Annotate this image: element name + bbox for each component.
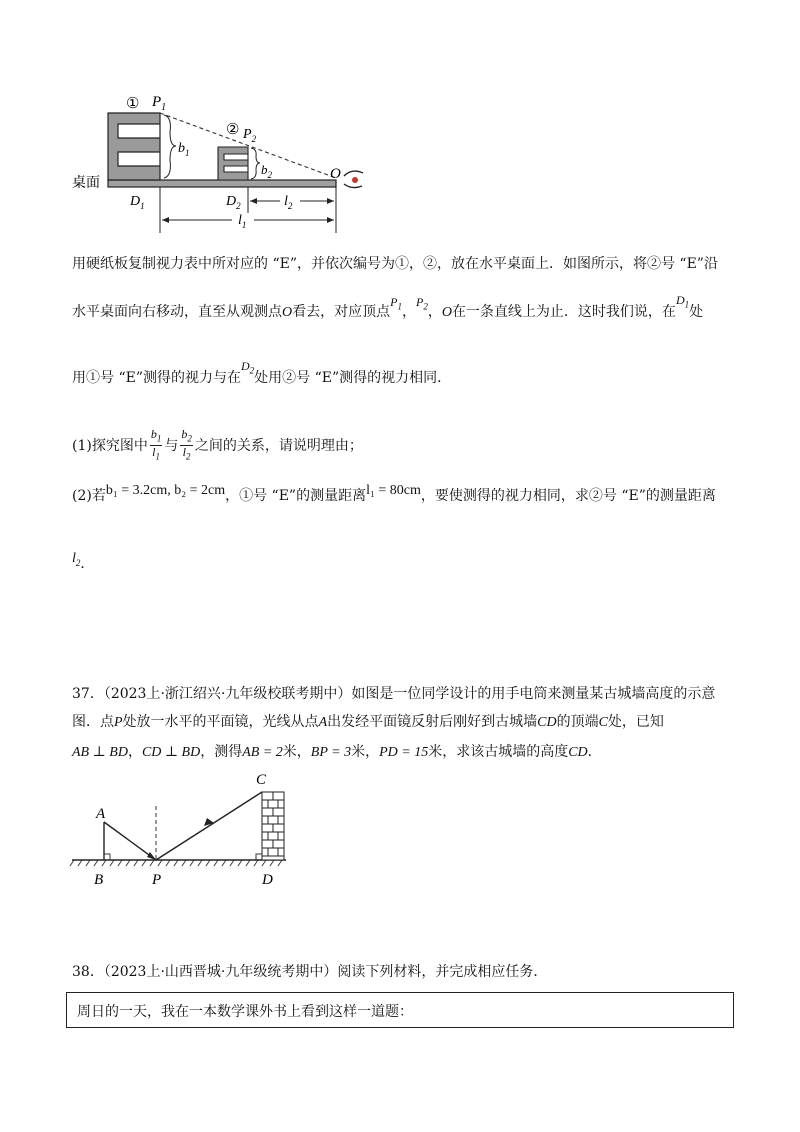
fraction-b2-l2: $\frac{b_2}{l_2}$ (181, 427, 192, 462)
p36-question-1: (1)探究图中 $\frac{b_1}{l_1}$ 与 $\frac{b_2}{l_2}$ 之间的关系，请说明理由； (72, 427, 363, 462)
label-a: A (96, 806, 106, 822)
label-d: D (262, 872, 273, 888)
city-wall-diagram (66, 770, 296, 894)
brace-b1 (164, 115, 176, 178)
label-d1: $D_1$ (130, 194, 145, 211)
material-box (66, 992, 734, 1028)
brace-b2 (251, 148, 260, 179)
label-d2: $D_2$ (226, 194, 241, 211)
eye-chart-diagram (60, 88, 380, 238)
label-b2: $b_2$ (261, 162, 272, 180)
table-surface (108, 180, 336, 187)
big-e-shape (108, 113, 160, 180)
label-l1: $l_1$ (238, 213, 247, 230)
city-wall (262, 792, 284, 860)
p37-line-3: AB ⊥ BD，CD ⊥ BD，测得AB = 2米，BP = 3米，PD = 15米，求该古城墙的高度CD． (72, 744, 602, 760)
p38-line-1: 38．（2023上·山西晋城·九年级统考期中）阅读下列材料，并完成相应任务． (72, 964, 548, 980)
p36-line-3: 用①号 “E”测得的视力与在$D_2$处用②号 “E”测得的视力相同． (72, 359, 452, 386)
p37-line-1: 37．（2023上·浙江绍兴·九年级校联考期中）如图是一位同学设计的用手电筒来测量某古城墙高度的示意 (72, 686, 716, 702)
label-table: 桌面 (72, 176, 100, 191)
label-p1: $P_1$ (152, 94, 167, 113)
label-p2: $P_2$ (243, 127, 257, 144)
label-o: O (330, 166, 341, 182)
p36-question-2: (2)若b₁ = 3.2cm, b₂ = 2cm，①号 “E”的测量距离l₁ = 80cm，要使测得的视力相同，求②号 “E”的测量距离 (72, 483, 716, 504)
material-box-text: 周日的一天，我在一本数学课外书上看到这样一道题： (77, 1004, 413, 1020)
label-l2: $l_2$ (284, 194, 293, 211)
label-b1: $b_1$ (178, 141, 190, 158)
eye-icon (344, 171, 363, 188)
small-e-shape (218, 147, 248, 180)
p36-line-2: 水平桌面向右移动，直至从观测点O看去，对应顶点$P_1$，$P_2$，O在一条直线上为止．这时我们说，在$D_1$处 (72, 293, 704, 320)
fraction-b1-l1: $\frac{b_1}{l_1}$ (150, 427, 162, 462)
p37-line-2: 图．点P处放一水平的平面镜，光线从点A出发经平面镜反射后刚好到古城墙CD的顶端C处，已知 (72, 714, 664, 730)
label-circle-2: ② (226, 122, 240, 138)
p36-line-1: 用硬纸板复制视力表中所对应的 “E”，并依次编号为①，②，放在水平桌面上．如图所示，将②号 “E”沿 (72, 256, 718, 272)
p36-question-2-cont: $l_2$． (72, 551, 95, 572)
label-c: C (256, 772, 267, 788)
label-b: B (94, 872, 104, 888)
label-circle-1: ① (126, 96, 140, 112)
label-p: P (152, 872, 162, 888)
